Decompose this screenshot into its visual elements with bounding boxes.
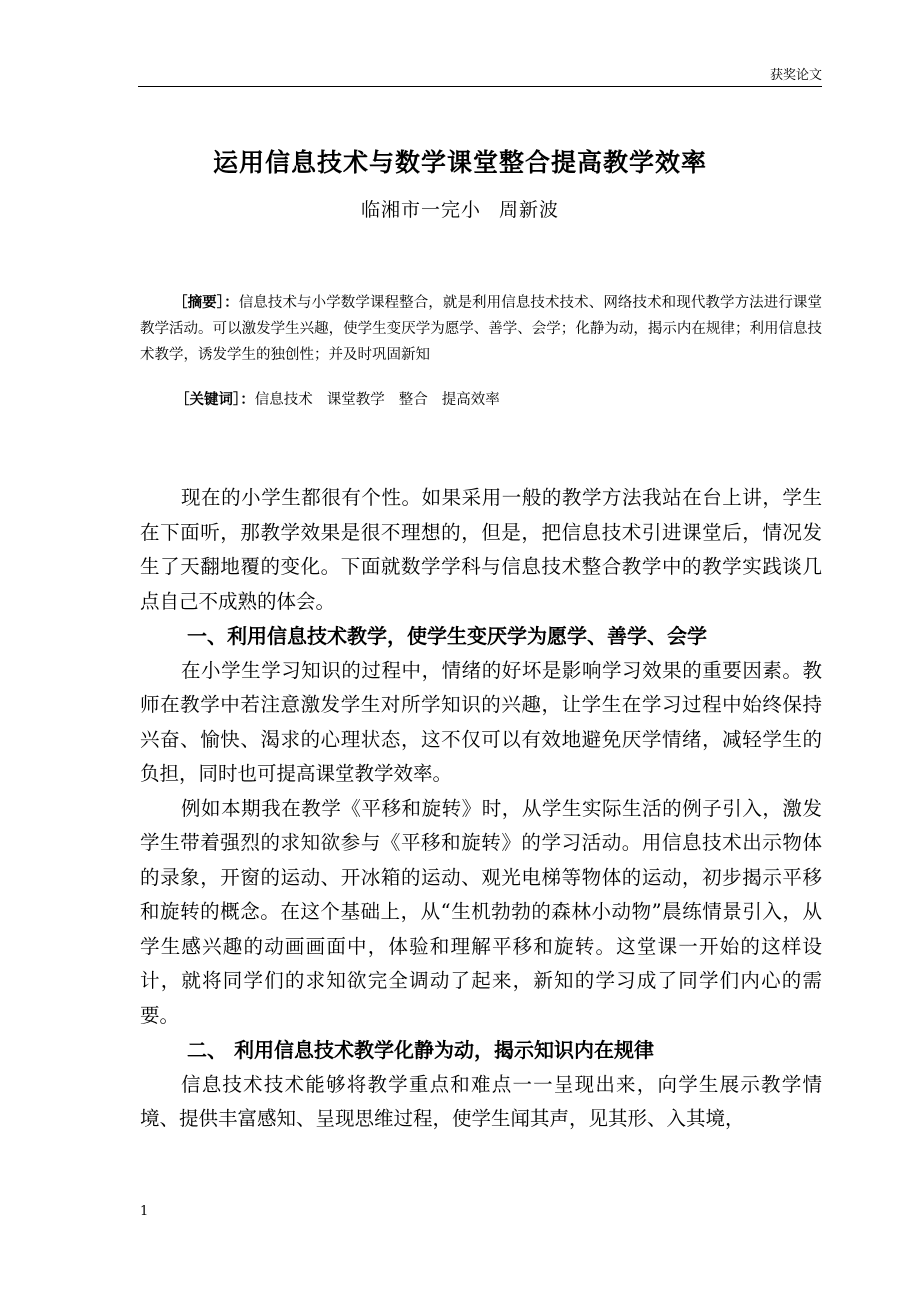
keywords-label: ［关键词］：	[175, 392, 255, 408]
abstract-label: ［摘要］：	[173, 295, 239, 311]
header-label: 获奖论文	[769, 68, 822, 83]
section-heading: 一、利用信息技术教学，使学生变厌学为愿学、善学、会学	[187, 624, 707, 648]
keyword: 提高效率	[441, 392, 500, 408]
section-heading: 二、 利用信息技术教学化静为动，揭示知识内在规律	[187, 1038, 654, 1062]
keyword: 课堂教学	[326, 392, 385, 408]
paragraph: 在小学生学习知识的过程中，情绪的好坏是影响学习效果的重要因素。教师在教学中若注意激发学生对所学知识的兴趣，让学生在学习过程中始终保持兴奋、愉快、渴求的心理状态，这不仅可以有效地避免厌学情绪，减轻学生的负担，同时也可提高课堂教学效率。	[140, 658, 822, 785]
author-school: 临湘市一完小	[360, 199, 481, 221]
keywords	[175, 388, 514, 409]
keyword: 整合	[398, 392, 428, 408]
header-rule	[138, 86, 822, 87]
paragraph: 信息技术技术能够将教学重点和难点一一呈现出来，向学生展示教学情境、提供丰富感知、呈现思维过程，使学生闻其声，见其形、入其境，	[140, 1072, 822, 1130]
document-title: 运用信息技术与数学课堂整合提高教学效率	[212, 148, 707, 177]
abstract	[140, 290, 822, 368]
paragraph: 例如本期我在教学《平移和旋转》时，从学生实际生活的例子引入，激发学生带着强烈的求知欲参与《平移和旋转》的学习活动。用信息技术出示物体的录象，开窗的运动、开冰箱的运动、观光电梯等物体的运动，初步揭示平移和旋转的概念。在这个基础上，从“生机勃勃的森林小动物”晨练情景引入，从学生感兴趣的动画画面中，体验和理解平移和旋转。这堂课一开始的这样设计，就将同学们的求知欲完全调动了起来，新知的学习成了同学们内心的需要。	[140, 796, 822, 1027]
author-line	[0, 195, 920, 222]
abstract-text: 信息技术与小学数学课程整合，就是利用信息技术技术、网络技术和现代教学方法进行课堂教学活动。可以激发学生兴趣，使学生变厌学为愿学、善学、会学；化静为动，揭示内在规律；利用信息技术教学，诱发学生的独创性；并及时巩固新知	[140, 295, 823, 363]
keyword: 信息技术	[254, 392, 313, 408]
paragraph: 现在的小学生都很有个性。如果采用一般的教学方法我站在台上讲，学生在下面听，那教学效果是很不理想的，但是，把信息技术引进课堂后，情况发生了天翻地覆的变化。下面就数学学科与信息技术整合教学中的教学实践谈几点自己不成熟的体会。	[140, 486, 822, 613]
page-number: 1	[140, 1204, 149, 1219]
abstract-paragraph	[140, 290, 822, 368]
author-name: 周新波	[499, 199, 560, 221]
body-text	[140, 481, 822, 1137]
